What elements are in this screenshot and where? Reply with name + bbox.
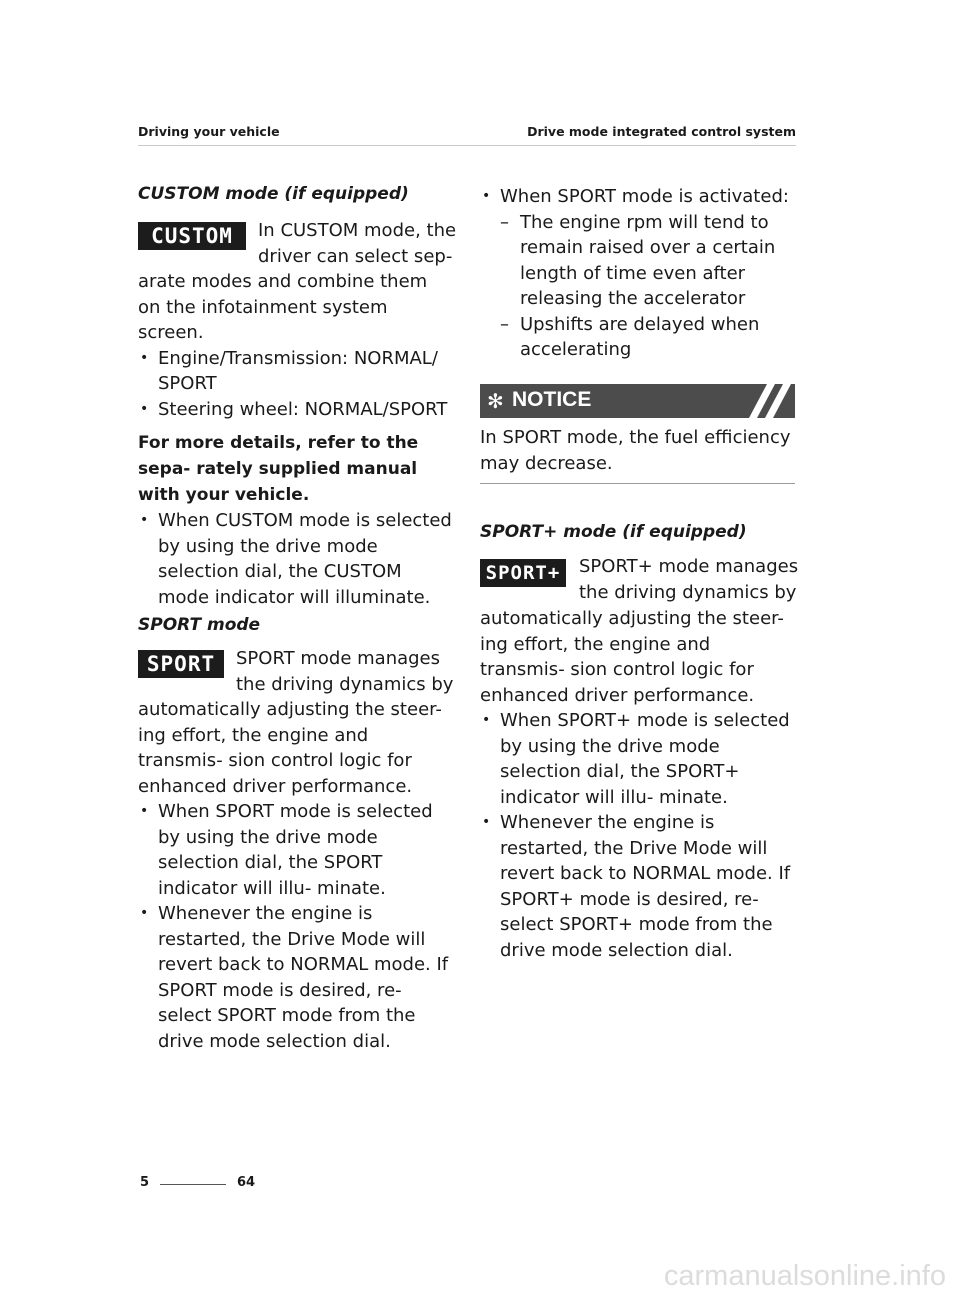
custom-bold-note: For more details, refer to the sepa- rately supplied manual with your vehicle.: [138, 433, 419, 505]
watermark: carmanualsonline.info: [663, 1260, 946, 1292]
sport-plus-body: [480, 606, 796, 963]
sublist-item: – Upshifts are delayed when accelerating: [500, 312, 796, 363]
list-item: [480, 184, 796, 363]
sport-plus-badge-label: SPORT+: [485, 562, 561, 584]
list-item: • Steering wheel: NORMAL/SPORT: [138, 397, 454, 423]
sport-body: [138, 697, 454, 1054]
list-item: • Whenever the engine is restarted, the Drive Mode will revert back to NORMAL mode. If SPORT+ mode is desired, re-select SPORT+ mode from the drive mode selection dial.: [480, 810, 796, 963]
sport-plus-indicator-icon: [480, 559, 566, 587]
running-header-right: Drive mode integrated control system: [527, 124, 796, 139]
custom-mode-indicator-icon: [138, 222, 246, 250]
notice-star-icon: ✻: [487, 389, 504, 413]
sport-plus-intro-wrap: [579, 554, 799, 605]
sport-intro-line1: SPORT mode manages: [236, 648, 441, 669]
notice-rule: [480, 483, 795, 484]
list-item: • When CUSTOM mode is selected by using the drive mode selection dial, the CUSTOM mode indicator will illuminate.: [138, 508, 454, 610]
custom-intro-rest: arate modes and combine them on the infotainment system screen.: [138, 271, 428, 343]
sport-intro-line2: the driving dynamics by: [236, 673, 454, 695]
notice-slash-icon: [749, 384, 793, 418]
sport-badge-label: SPORT: [146, 652, 216, 676]
sport-activated-list: [480, 184, 796, 363]
list-item: • When SPORT mode is selected by using the drive mode selection dial, the SPORT indicator will illu- minate.: [138, 799, 454, 901]
sport-activated-sublist: [500, 210, 796, 363]
custom-notes-list: [138, 508, 454, 610]
page-number: 64: [237, 1175, 256, 1190]
list-item: • Engine/Transmission: NORMAL/ SPORT: [138, 346, 454, 397]
footer-rule: [160, 1184, 226, 1185]
running-header-left: Driving your vehicle: [138, 124, 280, 139]
custom-settings-list: [138, 346, 454, 423]
list-item: • Whenever the engine is restarted, the Drive Mode will revert back to NORMAL mode. If SPORT mode is desired, re-select SPORT mode from the drive mode selection dial.: [138, 901, 454, 1054]
notice-title: NOTICE: [512, 388, 592, 411]
sport-mode-heading: SPORT mode: [138, 615, 261, 635]
list-item: • When SPORT+ mode is selected by using the drive mode selection dial, the SPORT+ indicator will illu- minate.: [480, 708, 796, 810]
sport-intro-rest: automatically adjusting the steer- ing effort, the engine and transmis- sion control logic for enhanced driver performance.: [138, 699, 442, 797]
sport-plus-intro-line2: the driving dynamics by: [579, 581, 797, 603]
custom-intro-line1: In CUSTOM mode, the: [258, 220, 457, 241]
sport-list: [138, 799, 454, 1054]
chapter-number: 5: [140, 1175, 150, 1190]
custom-mode-heading: CUSTOM mode (if equipped): [138, 184, 409, 204]
custom-badge-label: CUSTOM: [151, 224, 233, 248]
sport-activated-block: [480, 184, 796, 363]
custom-intro-line2: driver can select sep-: [258, 245, 453, 267]
sport-plus-list: [480, 708, 796, 963]
sublist-item: – The engine rpm will tend to remain raised over a certain length of time even after releasing the accelerator: [500, 210, 796, 312]
custom-intro-wrap: [258, 218, 458, 269]
notice-text: In SPORT mode, the fuel efficiency may decrease.: [480, 427, 791, 474]
sport-intro-wrap: [236, 646, 456, 697]
sport-mode-indicator-icon: [138, 650, 224, 678]
sport-plus-heading: SPORT+ mode (if equipped): [480, 522, 747, 542]
header-rule: [138, 145, 796, 146]
notice-banner: [480, 384, 795, 418]
sport-plus-intro-rest: automatically adjusting the steer- ing effort, the engine and transmis- sion control logic for enhanced driver performance.: [480, 608, 784, 706]
sport-activated-item: When SPORT mode is activated:: [500, 186, 789, 207]
custom-body: [138, 269, 454, 610]
sport-plus-intro-line1: SPORT+ mode manages: [579, 556, 799, 577]
